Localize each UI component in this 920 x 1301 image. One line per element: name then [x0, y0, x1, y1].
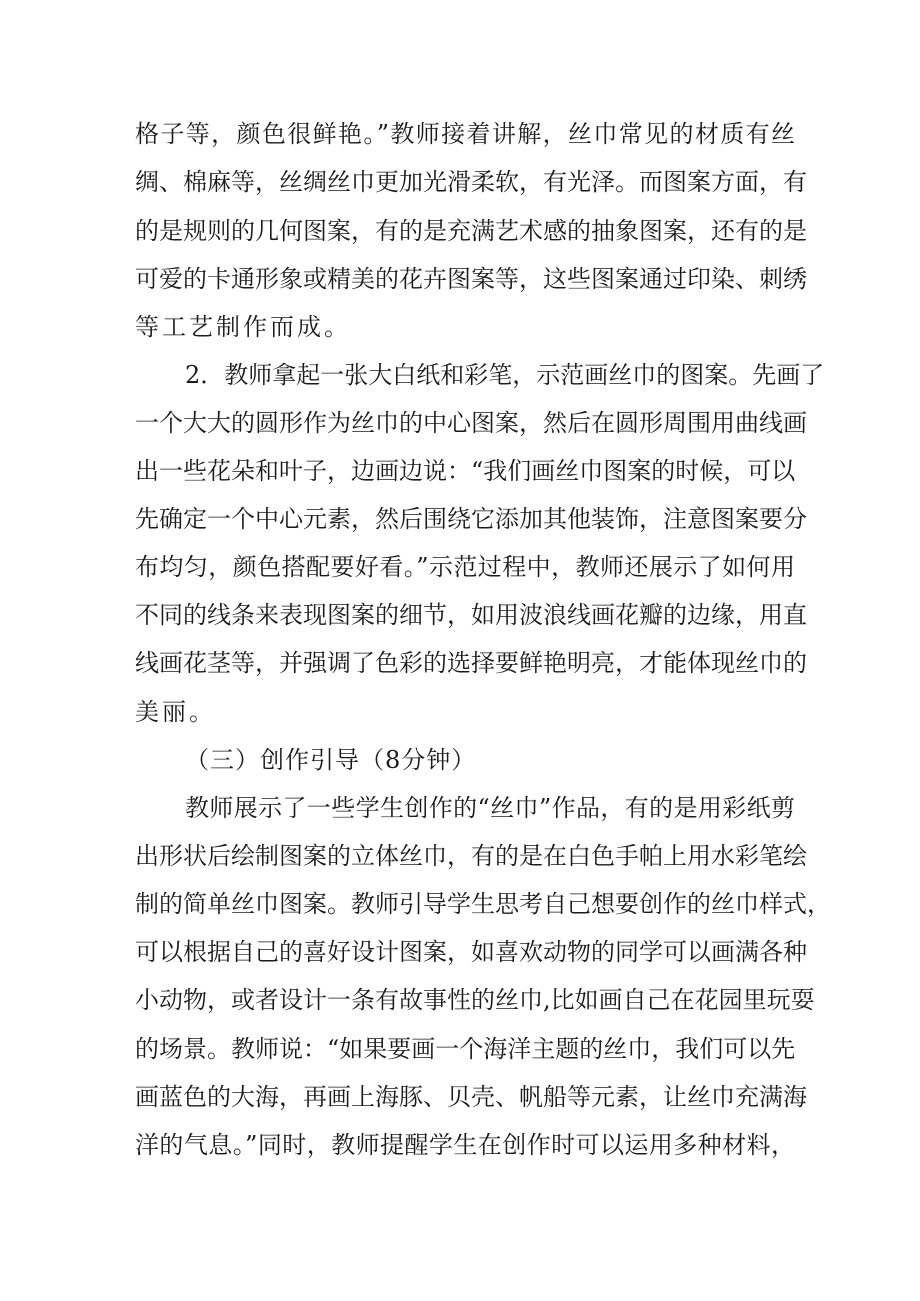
paragraph-line: 美丽。 [135, 698, 216, 726]
paragraph-line: 教师展示了一些学生创作的“丝巾”作品，有的是用彩纸剪 [185, 794, 795, 822]
paragraph-line: 先确定一个中心元素，然后围绕它添加其他装饰，注意图案要分 [135, 505, 807, 533]
paragraph-line: 出一些花朵和叶子，边画边说：“我们画丝巾图案的时候，可以 [135, 457, 796, 485]
paragraph-line: 绸、棉麻等，丝绸丝巾更加光滑柔软，有光泽。而图案方面，有 [135, 168, 807, 196]
paragraph-line: 制的简单丝巾图案。教师引导学生思考自己想要创作的丝巾样式， [135, 890, 831, 918]
paragraph-line: 可以根据自己的喜好设计图案，如喜欢动物的同学可以画满各种 [135, 938, 807, 966]
paragraph-line: 等工艺制作而成。 [135, 313, 351, 341]
paragraph-line: 的是规则的几何图案，有的是充满艺术感的抽象图案，还有的是 [135, 217, 807, 245]
paragraph-line: 2．教师拿起一张大白纸和彩笔，示范画丝巾的图案。先画了 [185, 361, 825, 389]
paragraph-line: 布均匀，颜色搭配要好看。”示范过程中，教师还展示了如何用 [135, 553, 795, 581]
paragraph-line: 不同的线条来表现图案的细节，如用波浪线画花瓣的边缘，用直 [135, 601, 807, 629]
paragraph-line: 可爱的卡通形象或精美的花卉图案等，这些图案通过印染、刺绣 [135, 265, 807, 293]
paragraph-line: 格子等，颜色很鲜艳。”教师接着讲解，丝巾常见的材质有丝 [135, 120, 795, 148]
paragraph-line: 小动物，或者设计一条有故事性的丝巾,比如画自己在花园里玩耍 [135, 986, 815, 1014]
paragraph-line: 的场景。教师说：“如果要画一个海洋主题的丝巾，我们可以先 [135, 1035, 796, 1063]
paragraph-line: 洋的气息。”同时，教师提醒学生在创作时可以运用多种材料， [135, 1131, 795, 1159]
paragraph-line: 一个大大的圆形作为丝巾的中心图案，然后在圆形周围用曲线画 [135, 409, 807, 437]
paragraph-line: 线画花茎等，并强调了色彩的选择要鲜艳明亮，才能体现丝巾的 [135, 649, 807, 677]
paragraph-line: 出形状后绘制图案的立体丝巾，有的是在白色手帕上用水彩笔绘 [135, 842, 807, 870]
section-heading: （三）创作引导（8分钟） [185, 746, 477, 774]
paragraph-line: 画蓝色的大海，再画上海豚、贝壳、帆船等元素，让丝巾充满海 [135, 1083, 807, 1111]
